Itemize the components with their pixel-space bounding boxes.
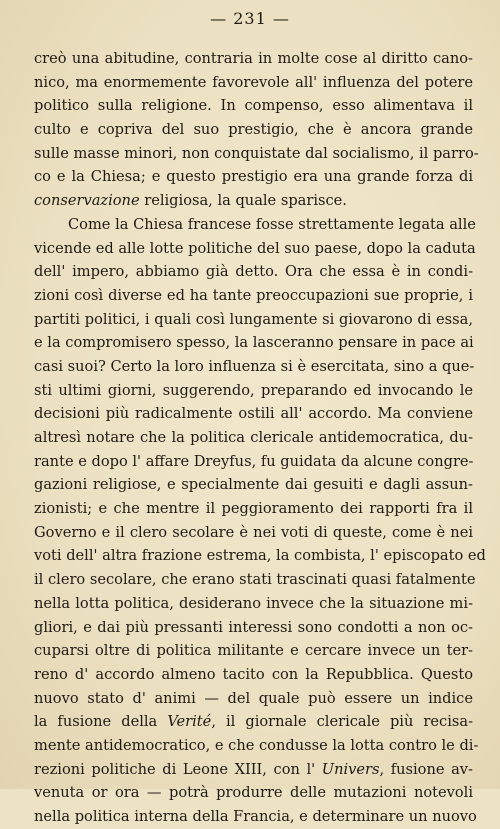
- text-line: sti ultimi giorni, suggerendo, preparando ed invocando le: [34, 381, 473, 399]
- text-line: altresì notare che la politica clericale antidemocratica, du-: [34, 429, 473, 446]
- text-line: culto e copriva del suo prestigio, che è ancora grande: [34, 121, 473, 139]
- text-line: rante e dopo l' affare Dreyfus, fu guidata da alcune congre-: [34, 452, 474, 470]
- paragraph-start-line: Come la Chiesa francese fosse strettamente legata alle: [68, 215, 476, 233]
- text-line: nella politica interna della Francia, e determinare un nuovo: [34, 808, 477, 825]
- text-line: dell' impero, abbiamo già detto. Ora che essa è in condi-: [34, 263, 473, 281]
- text-line: la fusione della Verité, il giornale clericale più recisa-: [34, 713, 473, 731]
- text-line: mente antidemocratico, e che condusse la lotta contro le di-: [34, 736, 479, 754]
- text-line: nella lotta politica, desiderano invece che la situazione mi-: [34, 594, 473, 612]
- text-line: voti dell' altra frazione estrema, la combista, l' episcopato ed: [34, 547, 486, 565]
- page-body-text: [34, 47, 486, 829]
- text-line: politico sulla religione. In compenso, esso alimentava il: [34, 97, 473, 115]
- text-line: nuovo stato d' animi — del quale può essere un indice: [34, 689, 473, 707]
- text-line: decisioni più radicalmente ostili all' accordo. Ma conviene: [34, 405, 473, 423]
- text-line: sulle masse minori, non conquistate dal socialismo, il parro-: [34, 144, 479, 162]
- text-line: vicende ed alle lotte politiche del suo paese, dopo la caduta: [34, 239, 476, 257]
- page-number: — 231 —: [210, 9, 290, 28]
- text-line: venuta or ora — potrà produrre delle mutazioni notevoli: [34, 784, 473, 802]
- text-line: partiti politici, i quali così lungamente si giovarono di essa,: [34, 310, 473, 328]
- text-line: gliori, e dai più pressanti interessi sono condotti a non oc-: [34, 618, 473, 636]
- text-line: cuparsi oltre di politica militante e cercare invece un ter-: [34, 642, 473, 660]
- text-line: co e la Chiesa; e questo prestigio era una grande forza di: [34, 168, 473, 186]
- text-line: zionisti; e che mentre il peggioramento dei rapporti fra il: [34, 500, 473, 518]
- text-line: reno d' accordo almeno tacito con la Repubblica. Questo: [34, 665, 473, 683]
- italic-word: conservazione: [34, 192, 140, 210]
- text-line: rezioni politiche di Leone XIII, con l' Univers, fusione av-: [34, 760, 473, 778]
- text-line: nico, ma enormemente favorevole all' influenza del potere: [34, 73, 473, 91]
- italic-word: Verité: [167, 713, 212, 731]
- italic-word: Univers: [321, 760, 380, 778]
- text-line: casi suoi? Certo la loro influenza si è esercitata, sino a que-: [34, 357, 475, 375]
- text-line: conservazione religiosa, la quale sparisce.: [34, 192, 347, 210]
- text-line: e la compromisero spesso, la lasceranno pensare in pace ai: [34, 334, 474, 352]
- text-line: il clero secolare, che erano stati trascinati quasi fatalmente: [34, 571, 476, 589]
- text-line: Governo e il clero secolare è nei voti di queste, come è nei: [34, 523, 473, 541]
- text-line: creò una abitudine, contraria in molte cose al diritto cano-: [34, 50, 473, 67]
- text-line: gazioni religiose, e specialmente dai gesuiti e dagli assun-: [34, 476, 473, 494]
- text-line: zioni così diverse ed ha tante preoccupazioni sue proprie, i: [34, 286, 473, 304]
